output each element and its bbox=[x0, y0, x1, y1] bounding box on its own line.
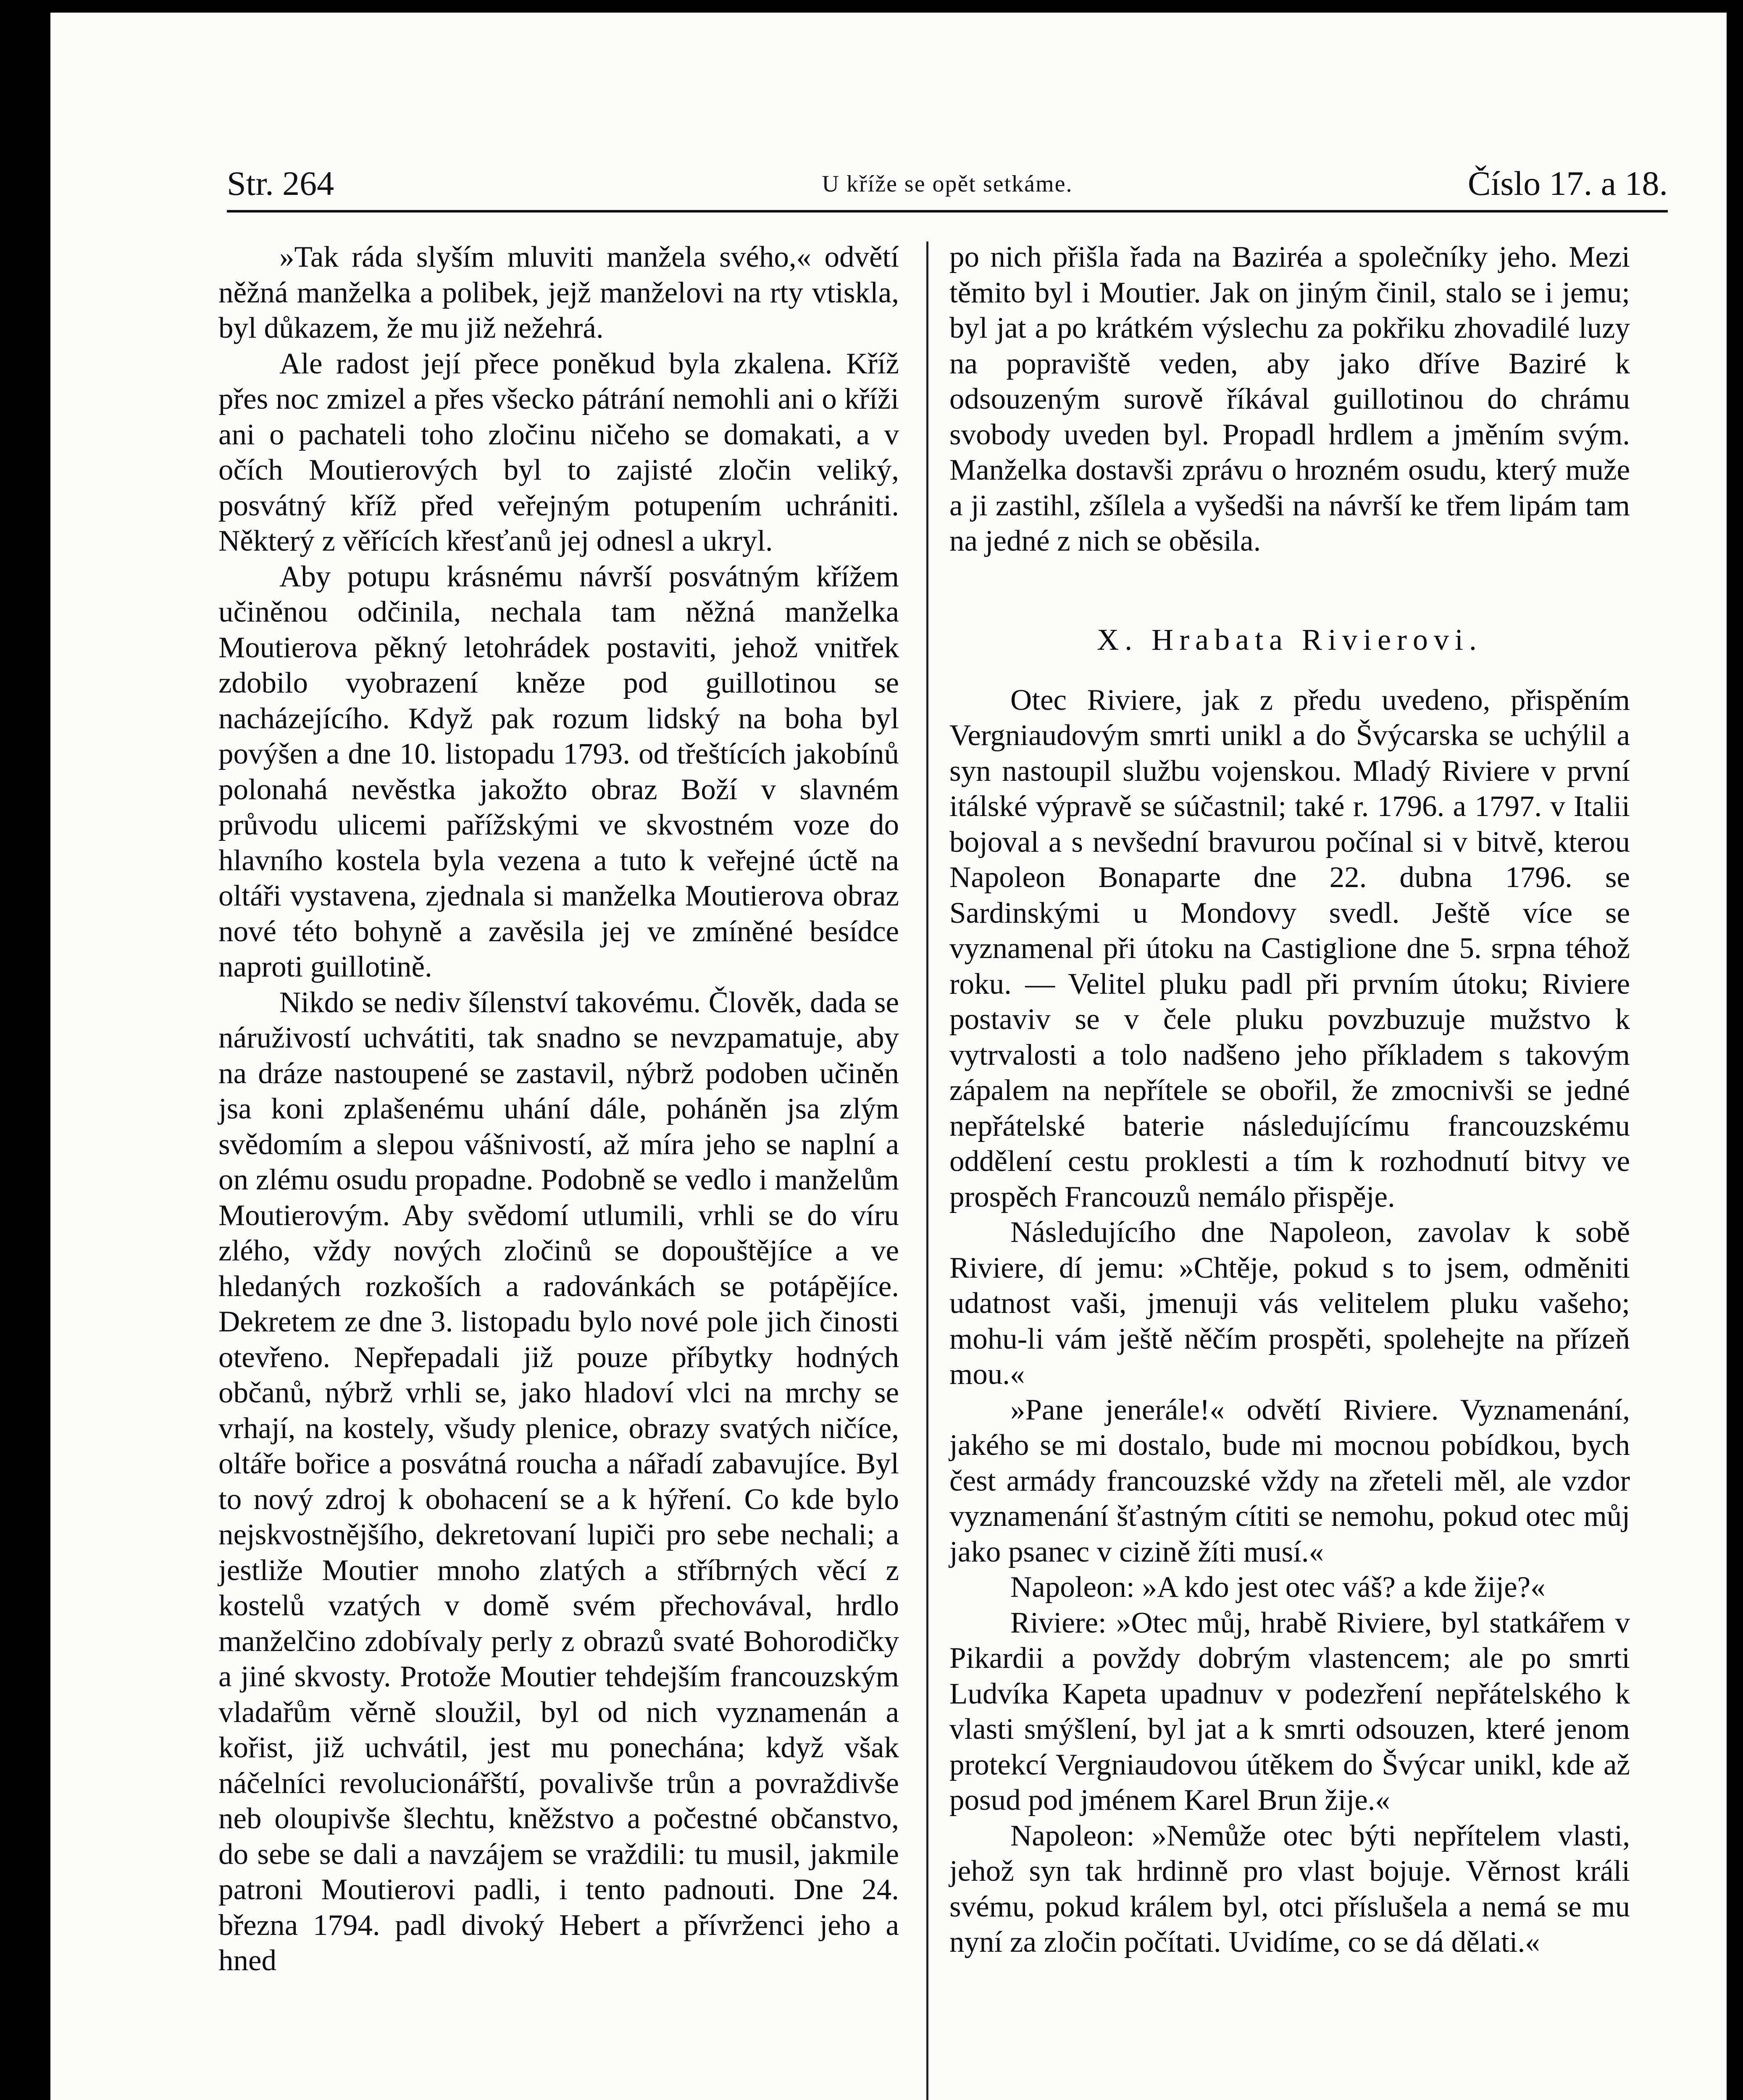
paragraph: »Pane jenerále!« odvětí Riviere. Vyznamenání, jakého se mi dostalo, bude mi mocnou pobídkou, bych čest armády francouzské vždy na zřeteli měl, ale vzdor vyznamenání šťastným cítiti se nemohu, pokud otec můj jako psanec v cizině žíti musí.« bbox=[949, 1393, 1630, 1568]
page-header bbox=[227, 164, 1668, 210]
column-divider bbox=[926, 242, 928, 2100]
paragraph: Riviere: »Otec můj, hrabě Riviere, byl statkářem v Pikardii a povždy dobrým vlastencem; ale po smrti Ludvíka Kapeta upadnuv v podezření nepřátelského k vlasti smýšlení, byl jat a k smrti odsouzen, které jenom protekcí Vergniaudovou útěkem do Švýcar unikl, kde až posud pod jménem Karel Brun žije.« bbox=[949, 1606, 1630, 1816]
paragraph: Napoleon: »A kdo jest otec váš? a kde žije?« bbox=[1010, 1571, 1546, 1604]
paragraph: Otec Riviere, jak z předu uvedeno, přispěním Vergniaudovým smrti unikl a do Švýcarska se uchýlil a syn nastoupil službu vojenskou. Mladý Riviere v první itálské výpravě se súčastnil; také r. 1796. a 1797. v Italii bojoval a s nevšední bravurou počínal si v bitvě, kterou Napoleon Bonaparte dne 22. dubna 1796. se Sardinskými u Mondovy svedl. Ještě více se vyznamenal při útoku na Castiglione dne 5. srpna téhož roku. — Velitel pluku padl při prvním útoku; Riviere postaviv se v čele pluku povzbuzuje mužstvo k vytrvalosti a tolo nadšeno jeho příkladem s takovým zápalem na nepřítele se obořil, že zmocnivši se jedné nepřátelské baterie následujícímu francouzskému oddělení cestu proklesti a tím k rozhodnutí bitvy ve prospěch Francouzů nemálo přispěje. bbox=[949, 683, 1630, 1213]
paragraph: Následujícího dne Napoleon, zavolav k sobě Riviere, dí jemu: »Chtěje, pokud s to jsem, odměniti udatnost vaši, jmenuji vás velitelem pluku vašeho; mohu-li vám ještě něčím prospěti, spolehejte na přízeň mou.« bbox=[949, 1216, 1630, 1391]
section-heading: X. Hrabata Rivierovi. bbox=[1097, 622, 1483, 656]
header-rule bbox=[227, 210, 1668, 213]
running-title: U kříže se opět setkáme. bbox=[822, 171, 1073, 197]
paragraph: Ale radost její přece poněkud byla zkalena. Kříž přes noc zmizel a přes všecko pátrání nemohli ani o kříži ani o pachateli toho zločinu ničeho se domakati, a v očích Moutierových byl to zajisté zločin veliký, posvátný kříž před veřejným potupením uchrániti. Některý z věřících křesťanů jej odnesl a ukryl. bbox=[218, 347, 899, 557]
issue-number: Číslo 17. a 18. bbox=[1467, 164, 1668, 202]
page-number: Str. 264 bbox=[227, 164, 334, 202]
paragraph: »Tak ráda slyším mluviti manžela svého,« odvětí něžná manželka a polibek, jejž manželovi na rty vtiskla, byl důkazem, že mu již nežehrá. bbox=[218, 241, 899, 344]
paragraph: Nikdo se nediv šílenství takovému. Člověk, dada se náruživostí uchvátiti, tak snadno se nevzpamatuje, aby na dráze nastoupené se zastavil, nýbrž podoben učiněn jsa koni zplašenému uhání dále, poháněn jsa zlým svědomím a slepou vášnivostí, až míra jeho se naplní a on zlému osudu propadne. Podobně se vedlo i manželům Moutierovým. Aby svědomí utlumili, vrhli se do víru zlého, vždy nových zločinů se dopouštějíce a ve hledaných rozkoších a radovánkách se potápějíce. Dekretem ze dne 3. listopadu bylo nové pole jich činosti otevřeno. Nepřepadali již pouze příbytky hodných občanů, nýbrž vrhli se, jako hladoví vlci na mrchy se vrhají, na kostely, všudy plenice, obrazy svatých ničíce, oltáře bořice a posvátná roucha a nářadí zabavujíce. Byl to nový zdroj k obohacení se a k hýření. Co kde bylo nejskvostnějšího, dekretovaní lupiči pro sebe nechali; a jestliže Moutier mnoho zlatých a stříbrných věcí z kostelů vzatých v domě svém přechovával, hrdlo manželčino zdobívaly perly z obrazů svaté Bohorodičky a jiné skvosty. Protože Moutier tehdejším francouzským vladařům věrně sloužil, byl od nich vyznamenán a kořist, již uchvátil, jest mu ponechána; když však náčelníci revolucionářští, povalivše trůn a povraždivše neb oloupivše šlechtu, kněžstvo a počestné občanstvo, do sebe se dali a navzájem se vraždili: tu musil, jakmile patroni Moutierovi padli, i tento padnouti. Dne 24. března 1794. padl divoký Hebert a přívrženci jeho a hned bbox=[218, 986, 899, 1977]
paragraph-continued: po nich přišla řada na Baziréa a společníky jeho. Mezi těmito byl i Moutier. Jak on jiným činil, stalo se i jemu; byl jat a po krátkém výslechu za pokřiku zhovadilé luzy na popraviště veden, aby jako dříve Baziré k odsouzeným surově říkával guillotinou do chrámu svobody uveden byl. Propadl hrdlem a jměním svým. Manželka dostavši zprávu o hrozném osudu, který muže a ji zastihl, zšílela a vyšedši na návrší ke třem lipám tam na jedné z nich se oběsila. bbox=[949, 241, 1630, 557]
right-column bbox=[949, 239, 1630, 1960]
paragraph: Aby potupu krásnému návrší posvátným křížem učiněnou odčinila, nechala tam něžná manželka Moutierova pěkný letohrádek postaviti, jehož vnitřek zdobilo vyobrazení kněze pod guillotinou se nacházejícího. Když pak rozum lidský na boha byl povýšen a dne 10. listopadu 1793. od třeštících jakobínů polonahá nevěstka jakožto obraz Boží v slavném průvodu ulicemi pařížskými ve skvostném voze do hlavního kostela byla vezena a tuto k veřejné úctě na oltáři vystavena, zjednala si manželka Moutierova obraz nové této bohyně a zavěsila jej ve zmíněné besídce naproti guillotině. bbox=[218, 560, 899, 983]
book-page bbox=[50, 13, 1727, 2100]
left-column bbox=[218, 239, 899, 1979]
paragraph: Napoleon: »Nemůže otec býti nepřítelem vlasti, jehož syn tak hrdinně pro vlast bojuje. Věrnost králi svému, pokud králem byl, otci příslušela a nemá se mu nyní za zločin počítati. Uvidíme, co se dá dělati.« bbox=[949, 1819, 1630, 1958]
